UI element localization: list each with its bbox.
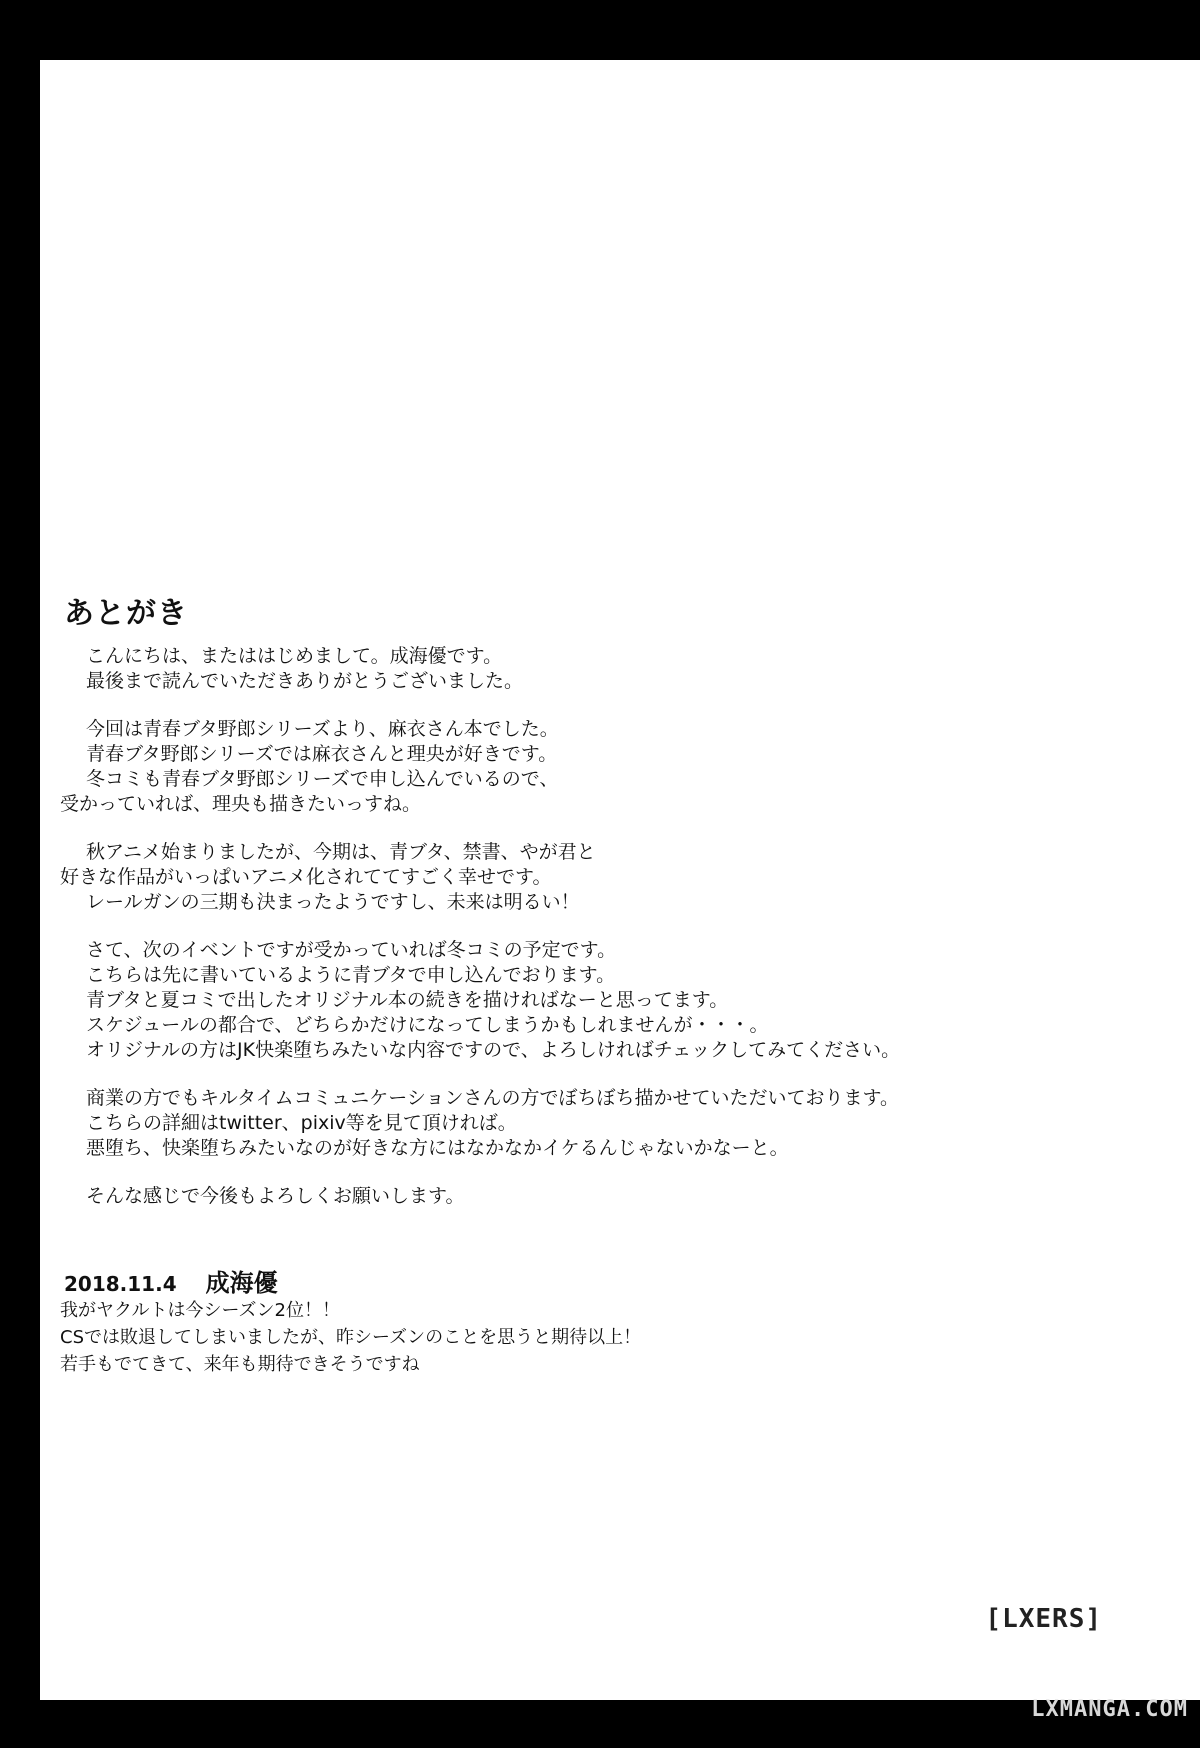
scanlation-credit: [LXERS] — [985, 1604, 1102, 1634]
afterword-line: 好きな作品がいっぱいアニメ化されててすごく幸せです。 — [60, 866, 552, 888]
afterword-paragraph — [60, 1086, 1120, 1161]
signature — [64, 1263, 278, 1298]
afterword-line: 冬コミも青春ブタ野郎シリーズで申し込んでいるので、 — [86, 768, 559, 790]
afterword-line: こちらは先に書いているように青ブタで申し込んでおります。 — [86, 964, 616, 986]
afterword-line: こんにちは、またははじめまして。成海優です。 — [86, 645, 503, 667]
postscript-line: 我がヤクルトは今シーズン2位！！ — [60, 1300, 341, 1321]
afterword-body — [60, 644, 1120, 1232]
postscript-line: CSでは敗退してしまいましたが、昨シーズンのことを思うと期待以上！ — [60, 1327, 642, 1348]
afterword-paragraph — [60, 1184, 1120, 1209]
afterword-line: 悪堕ち、快楽堕ちみたいなのが好きな方にはなかなかイケるんじゃないかなーと。 — [86, 1137, 789, 1159]
afterword-line: スケジュールの都合で、どちらかだけになってしまうかもしれませんが・・・。 — [86, 1014, 769, 1036]
afterword-paragraph — [60, 840, 1120, 915]
afterword-line: レールガンの三期も決まったようですし、未来は明るい！ — [86, 891, 580, 913]
afterword-paragraph — [60, 938, 1120, 1063]
afterword-paragraph — [60, 644, 1120, 694]
afterword-line: 商業の方でもキルタイムコミュニケーションさんの方でぼちぼち描かせていただいております。 — [86, 1087, 900, 1109]
postscript-line: 若手もでてきて、来年も期待できそうですね — [60, 1354, 420, 1375]
postscript — [60, 1297, 641, 1378]
afterword-line: さて、次のイベントですが受かっていれば冬コミの予定です。 — [86, 939, 617, 961]
signature-name: 成海優 — [205, 1269, 278, 1297]
afterword-line: 最後まで読んでいただきありがとうございました。 — [86, 670, 524, 692]
afterword-title: あとがき — [64, 596, 188, 631]
afterword-line: 秋アニメ始まりましたが、今期は、青ブタ、禁書、やが君と — [86, 841, 596, 863]
signature-date: 2018.11.4 — [64, 1272, 177, 1296]
afterword-line: 青春ブタ野郎シリーズでは麻衣さんと理央が好きです。 — [86, 743, 558, 765]
afterword-line: こちらの詳細はtwitter、pixiv等を見て頂ければ。 — [86, 1112, 517, 1134]
watermark: LXMANGA.COM — [1031, 1697, 1188, 1722]
afterword-line: 青ブタと夏コミで出したオリジナル本の続きを描ければなーと思ってます。 — [86, 989, 729, 1011]
afterword-paragraph — [60, 717, 1120, 817]
afterword-line: そんな感じで今後もよろしくお願いします。 — [86, 1185, 465, 1207]
afterword-line: 受かっていれば、理央も描きたいっすね。 — [60, 793, 422, 815]
afterword-line: オリジナルの方はJK快楽堕ちみたいな内容ですので、よろしければチェックしてみてください。 — [86, 1039, 901, 1061]
afterword-line: 今回は青春ブタ野郎シリーズより、麻衣さん本でした。 — [86, 718, 559, 740]
